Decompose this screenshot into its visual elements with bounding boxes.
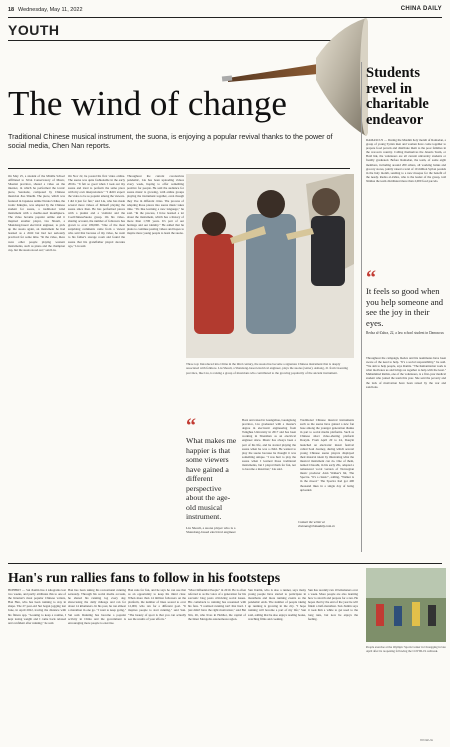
pull-quote [186, 415, 238, 535]
sidebar-headline: Students revel in charitable endeavor [366, 65, 429, 128]
article-column-4: Born and raised in Guangzhou, Guangdong province, Liu graduated with a master's degree in electronic engineering from Tsinghua University in 2017 and has been working in Shenzhen as an electrical engineer since. Music has always been a part of his life, and he started playing the suona when he was a child. He wanted to play the suona because he thought it was something unique. "I was hurt to play the suona when I learned those traditional instruments, but I played them for fun, not to become a musician," Liu said. [242, 418, 296, 472]
sidebar-body-1: DAMASCUS — During the Muslim holy month of Ramadan, a group of young Syrian men and women have come together to prepare food parcels and distribute them to the poor families in the war-torn country. Calling themselves the Jeneria Team, or Bold Ink, the volunteers are all current university students or freshly graduated. Before Ramadan, the team, of some eight members, including around 200 others, all working banks and grocery stores, jointly raised a total of 10 million Syrian pounds in the holy month, sending to a new mosque for the benefit of the needy. Redza al-Zahra, who is the leader of the group, told Xinhua the team distributed more than 2,000 food parcels. [366, 138, 446, 183]
article-column-5: Traditional Chinese musical instruments such as the suona have gained a new fan base among the younger generation thanks in part to social media platforms. Such as Chinese short video-sharing platform Douyin. From April 20 to 24, Douyin launched an electronic music festival called Soul Journey, during which several young Chinese suona players displayed their musical talent by illustrating what the musical instrument can do. One of them, named Chaoshi, in his early 20s, adapted a remastered vocal version of Norwegian music producer Alan Walker's hit, The Spectre. "It's a classic", adding, "Walker is in the mood." The Spectre had got 400 thousand likes in a single day of being uploaded. [300, 418, 354, 492]
bottom-column-4: "Most Influential People" in 2010. He is often referred to as the voice of a generation for his sarcastic blog posts criticizing social issues. His comeback to running has resonated with his fans. "I realized running isn't that hard. I just didn't have the right motivation," said Bai Xin, 26, who lives in Hohhot, the capital of the Inner Mongolia autonomous region. [188, 588, 246, 621]
sidebar-quote-text: It feels so good when you help someone and see the joy in their eyes. [366, 286, 444, 328]
publication-name: CHINA DAILY [400, 6, 442, 12]
bottom-column-3: Han runs for fun, and he says he can use that as an opportunity to keep his mind clear. When more than 14 million followers on the platform, the number of likes soared to over 12,000, who ran for a different goal. "It inspires people to start running," said Sun. "The beauty of sport is that you can actually see the results of your efforts." [128, 588, 186, 621]
suona-photo [186, 174, 354, 358]
article-column-3: Throughout the current coronavirus pandemic, Liu has been uploading videos every week, hoping to offer something positive for people. He said the audience for suona music is growing, with online groups playing the instrument together, even though they live in different cities. The process of adapting those pieces into suona music takes time. "It's like learning a new language," he said. "In the process, I have learned a lot about the instrument, which has a history of more than 1,700 years. It's part of our heritage and our identity." He added that he plans to continue posting videos and hopes to inspire more young people to learn the suona. [127, 174, 184, 236]
section-label: YOUTH [8, 22, 60, 38]
pull-quote-attribution: Liu Shouli, a suona player who is a Shandong-based electrical engineer [186, 525, 236, 535]
exercise-photo [366, 568, 446, 642]
page-number: 18 [8, 7, 15, 13]
article-headline: The wind of change [8, 84, 287, 123]
sidebar-quote [366, 267, 446, 336]
pull-quote-text: What makes me happier is that some viewers have gained a different perspective about the age-old musical instrument. [186, 436, 237, 521]
sidebar-divider [361, 62, 362, 552]
issue-date: Wednesday, May 11, 2022 [18, 7, 83, 13]
byline-line-1: Contact the writer at [298, 520, 325, 524]
byline [298, 520, 354, 529]
page-header [8, 5, 442, 17]
article-column-1: On May 25, a student of the Middle School Affiliated to Xi'an Conservatory of Music, Shaanxi province, shared a video on the internet, in which he performed the iconic piece, Serenade, composed by Chinese musician Jiao Shuzhi. The piece, which was featured in Japanese anime Naruto's Kiku, the iconic Kikujiro, was adapted by the Chinese student for suona, a traditional wind instrument with a double-reed mouthpiece. The video became popular online and it inspired another player, Liu Shouli, a Shandong-based electrical engineer, to pick up the suona again, an instrument he had learned as a child but had not seriously practiced for some time. "In the video, there were other people playing western instruments, such as piano and the champion cup, but the suona stood out," said Liu. [8, 174, 65, 252]
byline-email[interactable]: chennan@chinadaily.com.cn [298, 524, 335, 529]
quote-mark-icon: “ [186, 415, 196, 437]
photo-collage [186, 174, 354, 358]
bottom-story-rule [8, 563, 442, 564]
bottom-photo-caption: People exercise at the Olympic Sports Center in Chongqing in late April after its reopening following the COVID-19 outbreak. [366, 645, 446, 653]
agency-credit: XINHUA [420, 738, 434, 742]
bottom-headline: Han's run rallies fans to follow in his footsteps [8, 570, 281, 585]
photo-caption: Three top: Introduced into China in the third century, the suona has become a signature Chinese instrument that is deeply associated with folklore. Liu Shouli, a Shandong-based electrical engineer, plays the suona (center). Ashong, 21 from Liaoning province, like Liu, is raising a group of musicians who contributed to the growing popularity of the ancient instrument. [186, 362, 348, 375]
standfirst: Traditional Chinese musical instrument, the suona, is enjoying a popular revival thanks to the power of social media, Chen Nan reports. [8, 132, 333, 150]
sidebar-quote-mark-icon: “ [366, 267, 376, 289]
bottom-column-1: HOHHOT — Sui Jianlin has 2 kilograms lost two weeks, and partly attributes this to one of the Internet's most popular Chinese writers, Han Han, who has been running to stay in shape. The 27-year-old Sui began jogging last June, in April 2022, tracing the distance with his fitness app. "Looking to keep a routine, I kept losing weight and I came back relaxed and confident after running," he said. [8, 588, 66, 625]
bottom-column-5: Sun Jianlin, who is also a runner, says many young people have started to participate in marathons and more running events as the pandemic ends. The number of people taking up running is growing in the city. "I hope running will become a part of my life," Sun said, adding that he also enjoys reading books, watching films and cooking. [248, 588, 306, 621]
sidebar-body-2: Throughout the campaign, Redza and his teammates have been aware of the need to help. "It's a social responsibility," he said. "We aim to help people, says Ramla. "The humanitarian work is what motivates us and brings us together to help with the least." Muhammad Ramla, one of the volunteers, is a first-year medical student who joined the team this year. She said the poverty and the lack of motivation have been raised by the war and sanctions. [366, 356, 446, 389]
sidebar-quote-attribution: Redza al-Zahra, 22, a law school student in Damascus [366, 331, 444, 335]
bottom-column-6: Sun has recently run 10 kilometers over a week. More people are also learning how to stretch and prepare for a run. He hopes that by the end of the year he will finish a half-marathon. Sun Jianlin says it took him a while to get used to the long runs, but now he enjoys the feeling. [308, 588, 358, 621]
exercise-photo-scene [366, 568, 446, 642]
article-column-2: On Nov 22, he posted his first video online. The suona was quite fashionable in the early 2010s. "It felt so good when I took out my suona and tried to perform the same piece with my own interpretation." "I didn't expect the video to be so popular among the viewers. I did it just for fun," said Liu, who has made several more videos of himself playing the suona since then. He has performed pieces with a pianist and a violinist and the CoolChineseSuona group. On his video-sharing account, the number of followers has grown to over 180,000. "One of the most surprising comments came from a viewer who said that because of my video, he went to his father's storage room and found the suona that his grandfather played decades ago," Liu said. [68, 174, 125, 248]
article-rule [8, 168, 350, 169]
bottom-column-2: Han has been taking his recreational running seriously. Through his social media account, he shared his running log every day, showcasing the daily mileage and ran for about 14 kilometers. In his post, he ran almost a marathon in one go. "I want to keep going," Sui said. Running has become a popular activity in China and the government is encouraging more people to exercise. [68, 588, 126, 625]
